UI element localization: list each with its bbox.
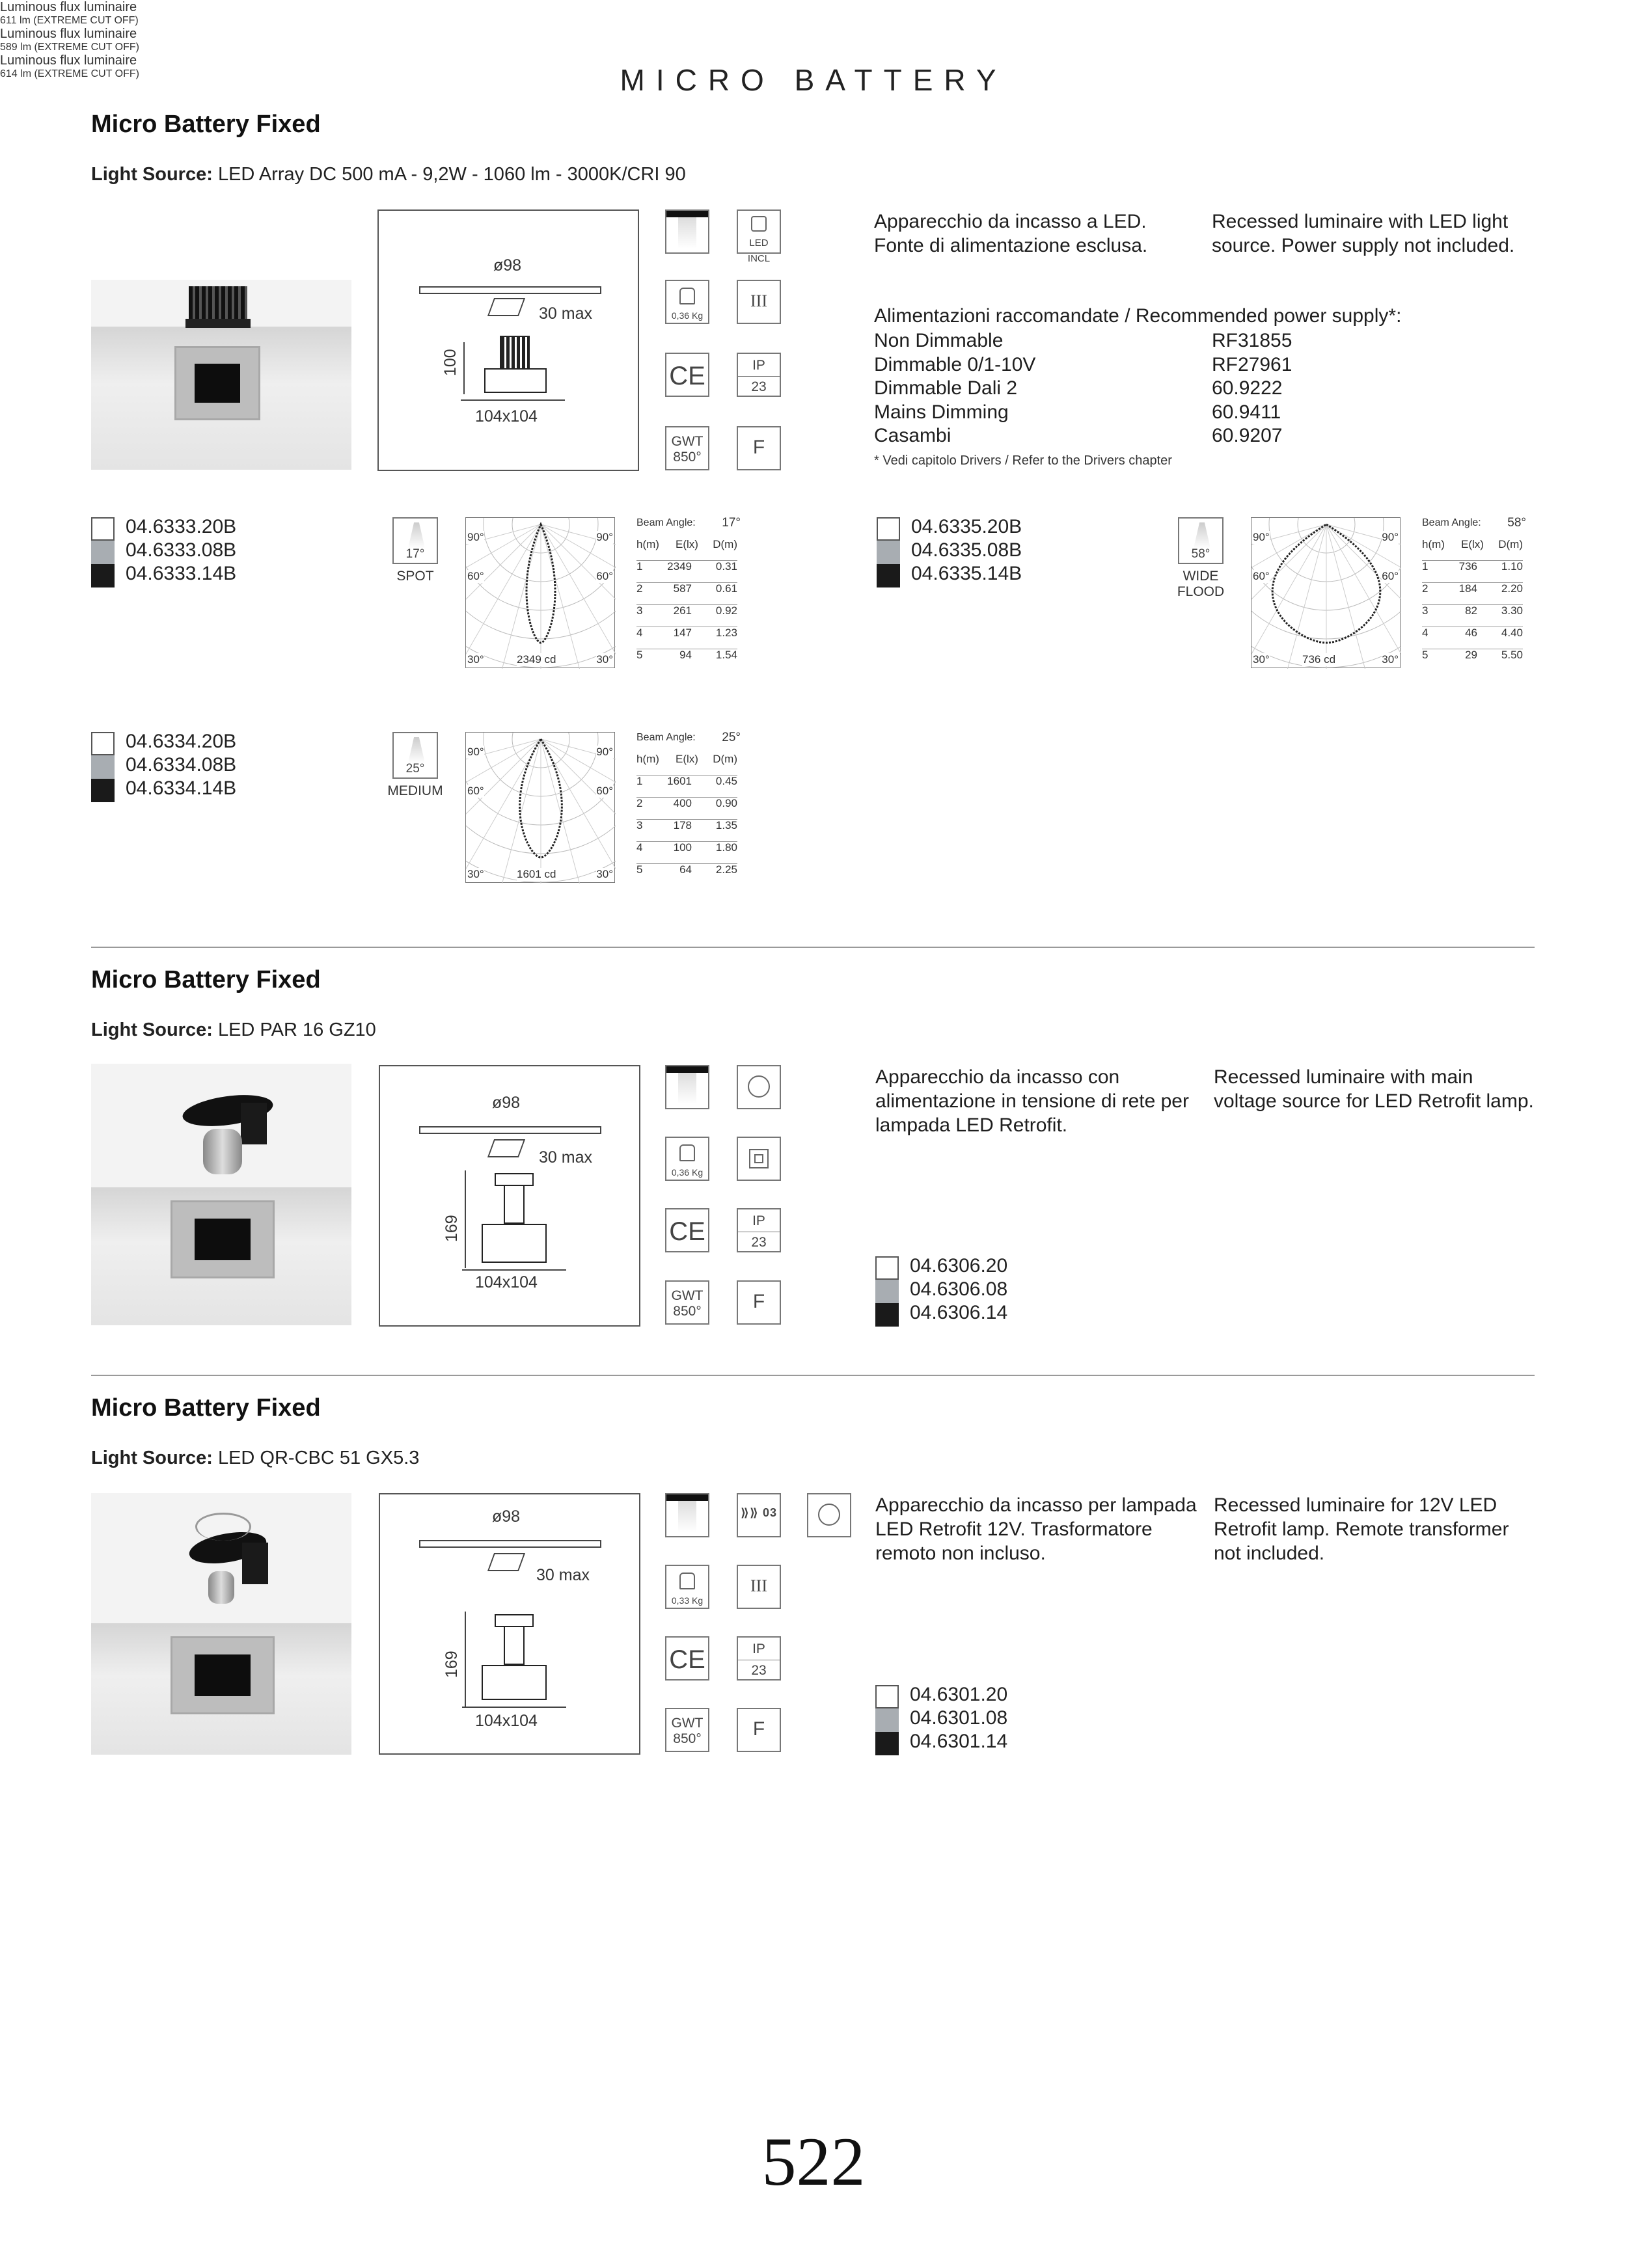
finish-grey-swatch: [877, 541, 900, 564]
section2-desc-it: Apparecchio da incasso con alimentazione in tensione di rete per lampada LED Retrofit.: [875, 1066, 1189, 1136]
ip-rating-icon: IP 23: [737, 1208, 781, 1252]
finish-white-swatch: [875, 1685, 899, 1708]
angle-90-label: 90°: [1253, 531, 1270, 543]
f-mark-icon: F: [737, 1708, 781, 1752]
polar-diagram: [1251, 517, 1401, 668]
product-code: 04.6335.20B: [911, 516, 1022, 537]
table-row: 4 46 4.40: [1422, 627, 1523, 649]
technical-drawing-1: [377, 209, 639, 471]
table-row: 3 82 3.30: [1422, 604, 1523, 627]
optic-icon: [665, 1065, 709, 1109]
product-code: 04.6333.14B: [126, 563, 237, 584]
size-label: 104x104: [475, 1712, 538, 1730]
luminous-flux-label: Luminous flux luminaire: [0, 27, 137, 41]
angle-90-label: 90°: [467, 746, 484, 758]
product-code: 04.6334.08B: [126, 754, 237, 776]
section3-light-source: Light Source: LED QR-CBC 51 GX5.3: [91, 1448, 420, 1468]
angle-60-label: 60°: [467, 785, 484, 797]
technical-drawing-2: [379, 1065, 640, 1327]
power-name-3: Dimmable Dali 2: [874, 377, 1018, 399]
product-code: 04.6301.08: [910, 1707, 1008, 1729]
photometric-table: Beam Angle: 17° h(m) E(lx) D(m) 1 2349 0.31 2 587 0.61 3 261 0.92 4 147 1.23 5 94 1.54: [636, 517, 741, 667]
diameter-label: ø98: [493, 256, 522, 275]
table-row: 3 178 1.35: [636, 819, 737, 842]
finish-white-swatch: [91, 732, 115, 755]
ip-rating-icon: IP 23: [737, 1636, 781, 1681]
angle-30-label: 30°: [467, 868, 484, 880]
power-name-1: Non Dimmable: [874, 330, 1004, 351]
depth-label: 30 max: [539, 304, 592, 323]
product-code: 04.6306.20: [910, 1255, 1008, 1276]
beam-type-label: SPOT: [396, 569, 434, 584]
angle-90-label: 90°: [467, 531, 484, 543]
power-code-4: 60.9411: [1212, 401, 1281, 423]
luminous-flux-label: Luminous flux luminaire: [0, 53, 137, 68]
height-label: 100: [441, 349, 459, 376]
product-code: 04.6301.14: [910, 1731, 1008, 1752]
finish-white-swatch: [877, 517, 900, 541]
angle-30-label: 30°: [596, 653, 613, 666]
product-code: 04.6306.08: [910, 1278, 1008, 1300]
table-row: 3 261 0.92: [636, 604, 737, 627]
table-row: 5 64 2.25: [636, 863, 737, 876]
finish-grey-swatch: [875, 1708, 899, 1732]
product-photo-qrcbc51: [91, 1493, 351, 1755]
beam-type-label: WIDE FLOOD: [1177, 569, 1225, 599]
led-included-icon: LED INCL: [737, 209, 781, 254]
section1-light-source: Light Source: LED Array DC 500 mA - 9,2W - 1060 lm - 3000K/CRI 90: [91, 164, 686, 185]
angle-60-label: 60°: [467, 570, 484, 582]
photometric-table: Beam Angle: 25° h(m) E(lx) D(m) 1 1601 0.45 2 400 0.90 3 178 1.35 4 100 1.80 5 64 2.25: [636, 732, 741, 882]
section2-desc-en: Recessed luminaire with main voltage source for LED Retrofit lamp.: [1214, 1066, 1534, 1112]
lamp-icon: [807, 1493, 851, 1537]
technical-drawing-3: [379, 1493, 640, 1755]
angle-60-label: 60°: [1382, 570, 1399, 582]
table-row: 1 1601 0.45: [636, 775, 737, 798]
optic-icon: [665, 209, 709, 254]
power-code-3: 60.9222: [1212, 377, 1283, 399]
luminous-flux-label: Luminous flux luminaire: [0, 0, 137, 14]
angle-90-label: 90°: [1382, 531, 1399, 543]
finish-grey-swatch: [91, 755, 115, 779]
section-divider-1: [91, 947, 1535, 948]
section2-heading: Micro Battery Fixed: [91, 966, 321, 993]
beam-type-label: MEDIUM: [387, 783, 443, 798]
power-name-5: Casambi: [874, 425, 951, 446]
angle-30-label: 30°: [1253, 653, 1270, 666]
table-row: 5 94 1.54: [636, 649, 737, 661]
product-photo-led-array: [91, 280, 351, 470]
finish-black-swatch: [875, 1732, 899, 1755]
ce-icon: CE: [665, 1208, 709, 1252]
power-code-1: RF31855: [1212, 330, 1292, 351]
section2-light-source: Light Source: LED PAR 16 GZ10: [91, 1019, 376, 1040]
product-photo-par16: [91, 1064, 351, 1325]
height-label: 169: [443, 1215, 461, 1242]
finish-black-swatch: [91, 564, 115, 587]
product-code: 04.6334.20B: [126, 731, 237, 752]
beam-angle-icon: 25°: [392, 732, 438, 779]
table-row: 2 587 0.61: [636, 582, 737, 605]
product-code: 04.6334.14B: [126, 777, 237, 799]
table-row: 2 184 2.20: [1422, 582, 1523, 605]
photometric-table: Beam Angle: 58° h(m) E(lx) D(m) 1 736 1.10 2 184 2.20 3 82 3.30 4 46 4.40 5 29 5.50: [1422, 517, 1526, 667]
page-number: 522: [761, 2124, 866, 2200]
diameter-label: ø98: [492, 1094, 521, 1112]
product-code: 04.6335.14B: [911, 563, 1022, 584]
product-code: 04.6335.08B: [911, 539, 1022, 561]
f-mark-icon: F: [737, 426, 781, 470]
table-row: 2 400 0.90: [636, 797, 737, 820]
angle-60-label: 60°: [596, 570, 613, 582]
diameter-label: ø98: [492, 1507, 521, 1526]
polar-diagram: [465, 732, 615, 883]
finish-grey-swatch: [91, 541, 115, 564]
size-label: 104x104: [475, 407, 538, 425]
class2-icon: [737, 1137, 781, 1181]
page-title: MICRO BATTERY: [620, 63, 1007, 97]
finish-grey-swatch: [875, 1280, 899, 1303]
power-supply-title: Alimentazioni raccomandate / Recommended power supply*:: [874, 305, 1402, 327]
table-row: 5 29 5.50: [1422, 649, 1523, 661]
candela-label: 1601 cd: [517, 868, 556, 880]
luminous-flux-value: 614 lm (EXTREME CUT OFF): [0, 68, 139, 79]
section1-desc-it: Apparecchio da incasso a LED. Fonte di alimentazione esclusa.: [874, 211, 1148, 256]
angle-30-label: 30°: [467, 653, 484, 666]
gwt-icon: GWT 850°: [665, 1280, 709, 1325]
luminous-flux-value: 611 lm (EXTREME CUT OFF): [0, 15, 139, 26]
beam-angle-icon: 17°: [392, 517, 438, 564]
angle-90-label: 90°: [596, 746, 613, 758]
section1-desc-en: Recessed luminaire with LED light source. Power supply not included.: [1212, 211, 1515, 256]
polar-diagram: [465, 517, 615, 668]
product-code: 04.6333.08B: [126, 539, 237, 561]
luminous-flux-value: 589 lm (EXTREME CUT OFF): [0, 42, 139, 53]
section1-heading: Micro Battery Fixed: [91, 111, 321, 138]
section3-heading: Micro Battery Fixed: [91, 1394, 321, 1422]
angle-60-label: 60°: [1253, 570, 1270, 582]
power-note: * Vedi capitolo Drivers / Refer to the Drivers chapter: [874, 453, 1172, 468]
finish-black-swatch: [91, 779, 115, 802]
section3-desc-it: Apparecchio da incasso per lampada LED Retrofit 12V. Trasformatore remoto non incluso.: [875, 1494, 1197, 1564]
power-name-4: Mains Dimming: [874, 401, 1009, 423]
gwt-icon: GWT 850°: [665, 426, 709, 470]
candela-label: 2349 cd: [517, 653, 556, 666]
finish-black-swatch: [875, 1303, 899, 1327]
weight-icon: 0,36 Kg: [665, 280, 709, 324]
power-name-2: Dimmable 0/1-10V: [874, 354, 1036, 375]
table-row: 1 736 1.10: [1422, 560, 1523, 583]
section-divider-2: [91, 1375, 1535, 1376]
ce-icon: CE: [665, 1636, 709, 1681]
angle-90-label: 90°: [596, 531, 613, 543]
table-row: 4 100 1.80: [636, 841, 737, 864]
finish-white-swatch: [875, 1256, 899, 1280]
height-label: 169: [443, 1651, 461, 1678]
angle-30-label: 30°: [1382, 653, 1399, 666]
product-code: 04.6301.20: [910, 1684, 1008, 1705]
angle-30-label: 30°: [596, 868, 613, 880]
table-row: 1 2349 0.31: [636, 560, 737, 583]
class3-icon: III: [737, 280, 781, 324]
size-label: 104x104: [475, 1273, 538, 1291]
angle-60-label: 60°: [596, 785, 613, 797]
depth-label: 30 max: [536, 1566, 590, 1584]
optic-icon: [665, 1493, 709, 1537]
candela-label: 736 cd: [1302, 653, 1336, 666]
class3-icon: III: [737, 1565, 781, 1609]
ip-rating-icon: IP 23: [737, 353, 781, 397]
power-code-2: RF27961: [1212, 354, 1292, 375]
finish-white-swatch: [91, 517, 115, 541]
weight-icon: 0,36 Kg: [665, 1137, 709, 1181]
beam-angle-icon: 58°: [1178, 517, 1224, 564]
product-code: 04.6333.20B: [126, 516, 237, 537]
energy-class-icon: ⟫⟫ 03: [737, 1493, 781, 1537]
product-code: 04.6306.14: [910, 1302, 1008, 1323]
section3-desc-en: Recessed luminaire for 12V LED Retrofit lamp. Remote transformer not included.: [1214, 1494, 1509, 1564]
lamp-icon: [737, 1065, 781, 1109]
weight-icon: 0,33 Kg: [665, 1565, 709, 1609]
ce-icon: CE: [665, 353, 709, 397]
depth-label: 30 max: [539, 1148, 592, 1167]
gwt-icon: GWT 850°: [665, 1708, 709, 1752]
f-mark-icon: F: [737, 1280, 781, 1325]
power-code-5: 60.9207: [1212, 425, 1283, 446]
finish-black-swatch: [877, 564, 900, 587]
table-row: 4 147 1.23: [636, 627, 737, 649]
